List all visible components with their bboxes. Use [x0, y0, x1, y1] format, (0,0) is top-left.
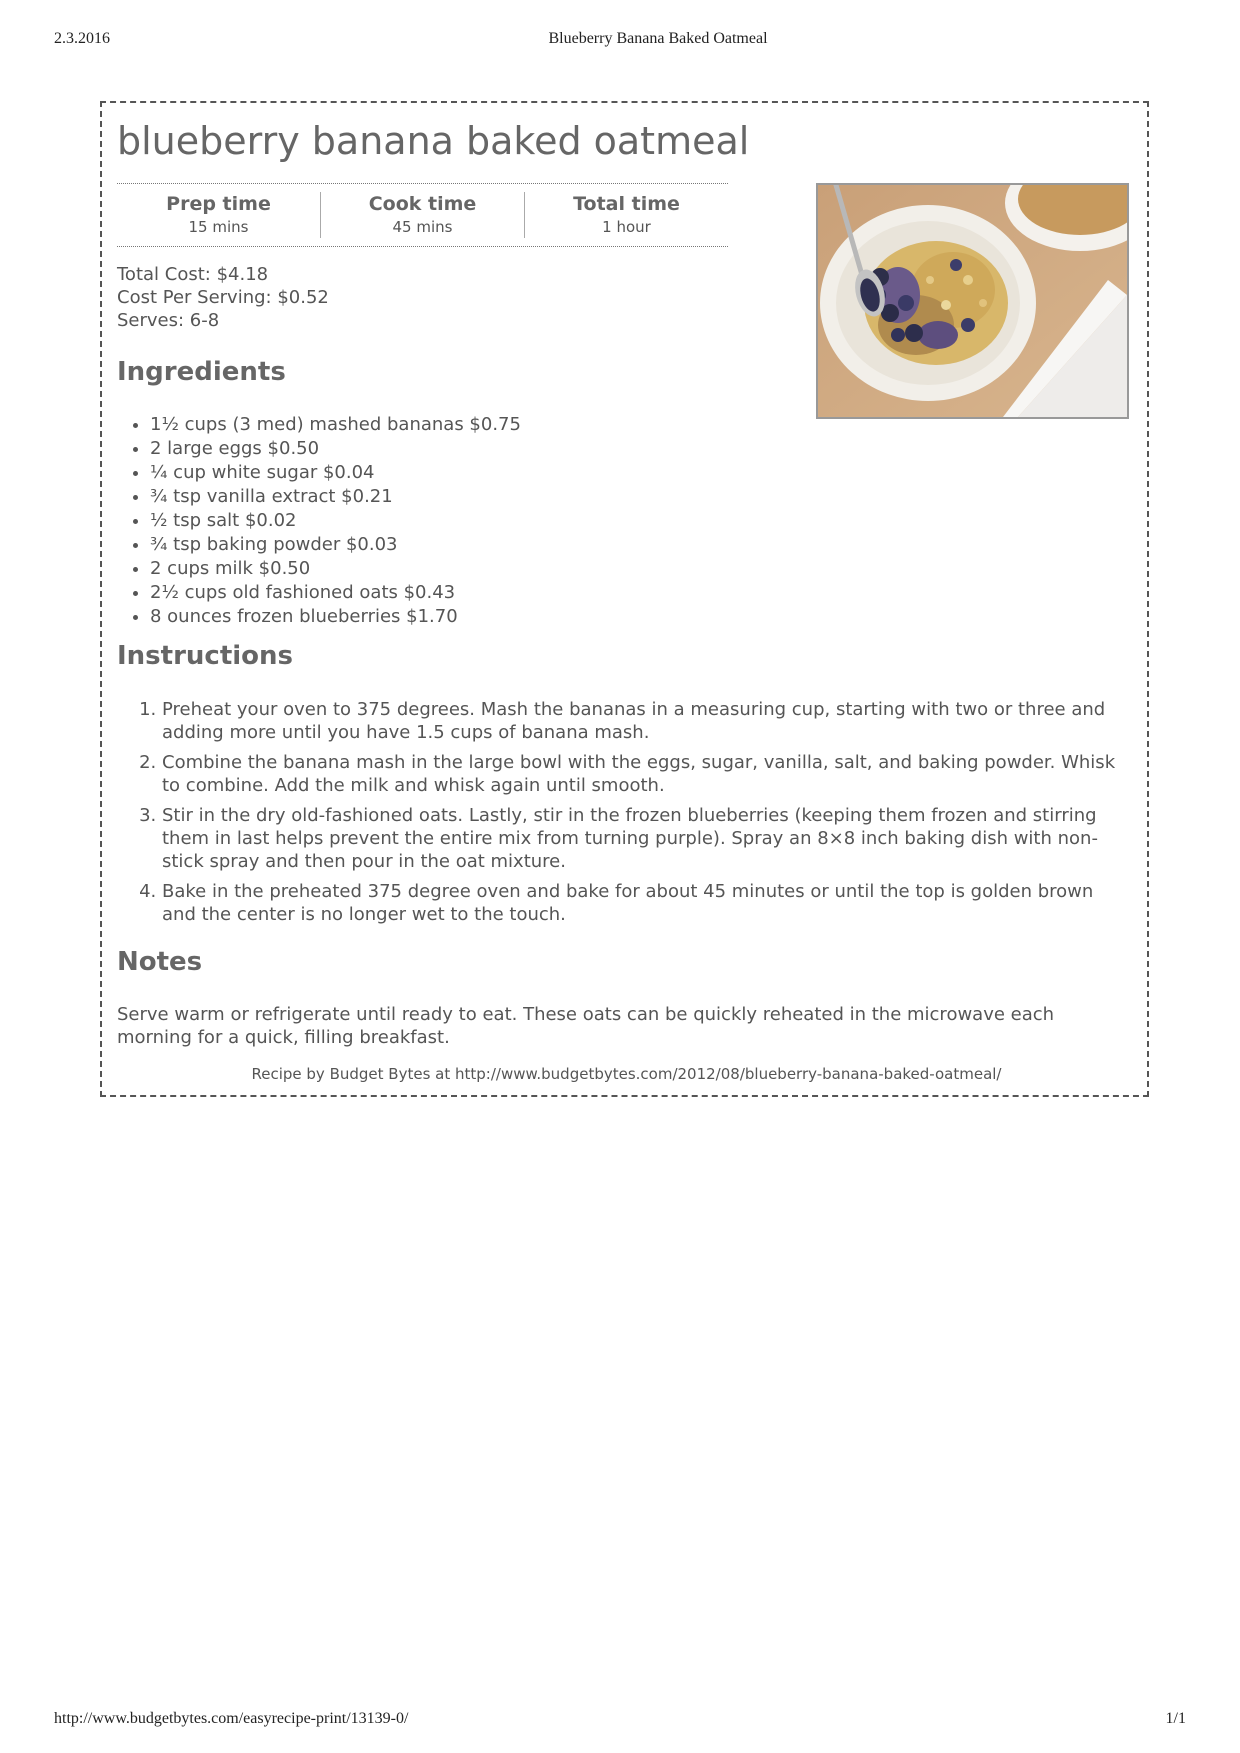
ingredient-item: • ½ tsp salt $0.02: [150, 509, 521, 533]
notes-text: Serve warm or refrigerate until ready to eat. These oats can be quickly reheated in the microwave each morning for a quick, filling breakfast.: [117, 1004, 1055, 1048]
total-cost: Total Cost: $4.18: [117, 264, 269, 285]
recipe-times: [117, 183, 728, 247]
print-footer: [0, 1710, 1240, 1730]
print-date: 2.3.2016: [54, 30, 110, 47]
cost-info: [117, 263, 329, 332]
notes-heading: Notes: [117, 947, 203, 977]
ingredient-item: • ¼ cup white sugar $0.04: [150, 461, 521, 485]
prep-time-label: Prep time: [166, 193, 271, 215]
total-time-label: Total time: [573, 193, 680, 215]
ingredient-item: • ¾ tsp baking powder $0.03: [150, 533, 521, 557]
print-page-number: 1/1: [1165, 1710, 1186, 1727]
print-url: http://www.budgetbytes.com/easyrecipe-print/13139-0/: [54, 1710, 409, 1727]
instruction-step: 1. Preheat your oven to 375 degrees. Mash the bananas in a measuring cup, starting with two or three and adding more until you have 1.5 cups of banana mash.: [162, 698, 1127, 744]
ingredient-item: • 1½ cups (3 med) mashed bananas $0.75: [150, 413, 521, 437]
instruction-step: 4. Bake in the preheated 375 degree oven and bake for about 45 minutes or until the top is golden brown and the center is no longer wet to the touch.: [162, 880, 1127, 926]
print-header: [0, 30, 1240, 50]
instruction-list: [117, 698, 1127, 933]
cost-per-serving: Cost Per Serving: $0.52: [117, 287, 329, 308]
recipe-attribution: Recipe by Budget Bytes at http://www.budgetbytes.com/2012/08/blueberry-banana-baked-oatmeal/: [251, 1065, 1002, 1083]
ingredient-item: • 2½ cups old fashioned oats $0.43: [150, 581, 521, 605]
prep-time: [117, 184, 320, 246]
baked-oatmeal-bowl-image: [818, 185, 1127, 417]
ingredient-item: • ¾ tsp vanilla extract $0.21: [150, 485, 521, 509]
recipe-card: [100, 101, 1149, 1097]
serves: Serves: 6-8: [117, 310, 220, 331]
ingredients-heading: Ingredients: [117, 357, 286, 387]
ingredient-item: • 8 ounces frozen blueberries $1.70: [150, 605, 521, 629]
print-page-title: Blueberry Banana Baked Oatmeal: [548, 30, 768, 47]
prep-time-value: 15 mins: [188, 218, 249, 236]
cook-time-label: Cook time: [368, 193, 477, 215]
recipe-photo: [816, 183, 1129, 419]
ingredient-item: • 2 large eggs $0.50: [150, 437, 521, 461]
cook-time-value: 45 mins: [392, 218, 453, 236]
recipe-title: blueberry banana baked oatmeal: [117, 119, 750, 163]
total-time: [524, 192, 728, 238]
cook-time: [320, 192, 524, 238]
instructions-heading: Instructions: [117, 641, 294, 671]
instruction-step: 3. Stir in the dry old-fashioned oats. Lastly, stir in the frozen blueberries (keeping them frozen and stirring them in last helps prevent the entire mix from turning purple). Spray an 8×8 inch baking dish with non-stick spray and then pour in the oat mixture.: [162, 804, 1127, 873]
ingredient-item: • 2 cups milk $0.50: [150, 557, 521, 581]
instruction-step: 2. Combine the banana mash in the large bowl with the eggs, sugar, vanilla, salt, and baking powder. Whisk to combine. Add the milk and whisk again until smooth.: [162, 751, 1127, 797]
ingredient-list: [117, 413, 521, 629]
total-time-value: 1 hour: [602, 218, 651, 236]
